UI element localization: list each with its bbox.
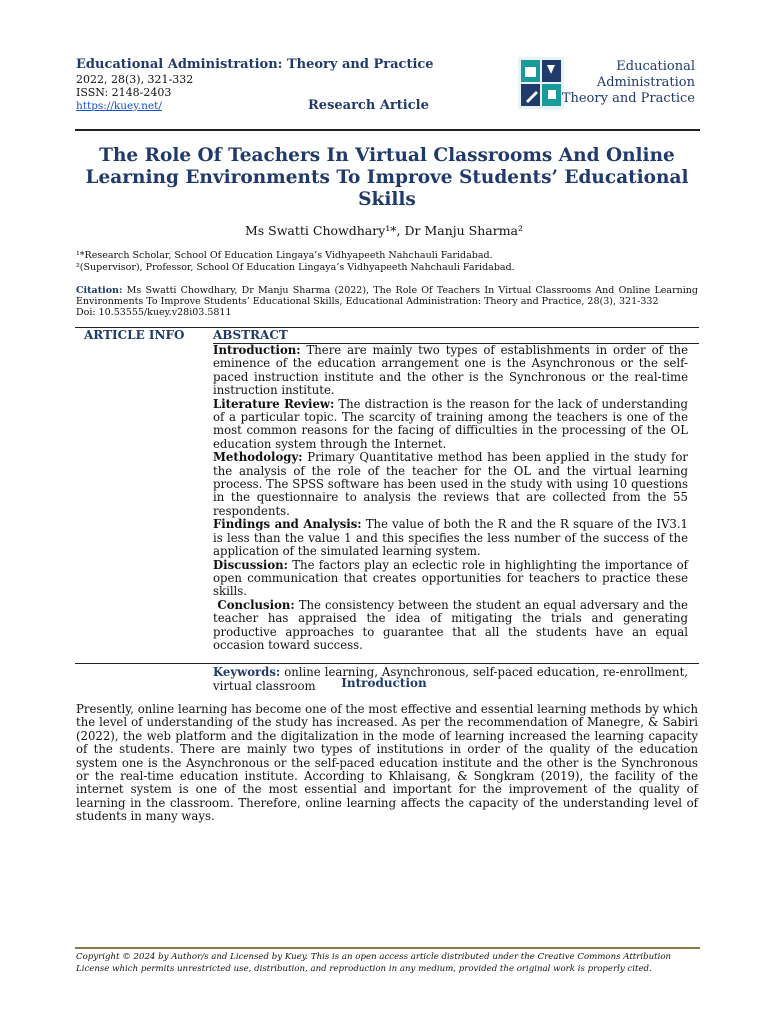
journal-logo — [518, 57, 703, 109]
section-heading-introduction: Introduction — [341, 676, 427, 690]
logo-text-line3: Theory and Practice — [561, 91, 695, 106]
abstract-paragraph-conclusion: Conclusion: The consistency between the student an equal adversary and the teacher has appraised the idea of mitigating the trials and generating productive approaches to guarantee that all the students have an equal occasion toward success. — [213, 597, 688, 652]
keywords-label: Keywords: — [213, 665, 281, 680]
logo-text-line2: Administration — [596, 75, 695, 90]
paper-title: The Role Of Teachers In Virtual Classrooms And Online Learning Environments To Improve Students’ Educational Skills — [85, 145, 689, 210]
journal-logo-icon — [518, 57, 564, 109]
abstract-paragraph-findings: Findings and Analysis: The value of both the R and the R square of the IV3.1 is less than the value 1 and this specifies the less number of the success of the application of the simulated learning system. — [213, 517, 688, 559]
introduction-paragraph: Presently, online learning has become one of the most effective and essential learning methods by which the level of understanding of the study has increased. As per the recommendation of Manegre, & Sabiri (2022), the web platform and the digitalization in the mode of learning increased the learning capacity of the students. There are mainly two types of institutions in order of the quality of the education system one is the Asynchronous or the self-paced education institute and the other is the Synchronous or the real-time education institute. According to Khlaisang, & Songkram (2019), the facility of the internet system is one of the most essential and important for the improvement of the quality of learning in the classroom. Therefore, online learning affects the capacity of the understanding level of students in many ways. — [76, 702, 698, 824]
abstract-paragraph-literature-review: Literature Review: The distraction is the reason for the lack of understanding of a particular topic. The scarcity of training among the teachers is one of the most common reasons for the facing of difficulties in the processing of the OL education system through the Internet. — [213, 396, 688, 451]
copyright-footer: Copyright © 2024 by Author/s and Licensed by Kuey. This is an open access article distributed under the Creative Commons Attribution License which permits unrestricted use, distribution, and reproduction in any medium, provided the original work is properly cited. — [76, 952, 672, 974]
header-divider — [75, 129, 700, 131]
journal-url-link[interactable]: https://kuey.net/ — [76, 100, 162, 112]
citation-block — [76, 285, 698, 318]
citation-label: Citation: — [76, 285, 123, 296]
abstract-paragraph-introduction: Introduction: There are mainly two types of establishments in order of the eminence of the education arrangement one is the Asynchronous or the self-paced instruction institute and the other is the Synchronous or the real-time instruction institute. — [213, 343, 688, 398]
author-list: Ms Swatti Chowdhary¹*, Dr Manju Sharma² — [244, 223, 524, 238]
footer-divider — [75, 947, 700, 949]
logo-text-line1: Educational — [616, 59, 695, 74]
article-type-label: Research Article — [308, 98, 429, 113]
abstract-paragraph-discussion: Discussion: The factors play an eclectic role in highlighting the importance of open communication that creates opportunities for teachers to practice these skills. — [213, 557, 688, 599]
abstract-header: ABSTRACT — [213, 328, 288, 342]
journal-name: Educational Administration: Theory and Practice — [76, 57, 434, 72]
affiliation-1: ¹*Research Scholar, School Of Education Lingaya’s Vidhyapeeth Nahchauli Faridabad. — [76, 250, 493, 261]
article-info-header: ARTICLE INFO — [84, 328, 185, 342]
table-bottom-rule — [75, 663, 699, 664]
abstract-body — [213, 344, 688, 693]
journal-volume: 2022, 28(3), 321-332 — [76, 73, 194, 86]
abstract-paragraph-methodology: Methodology: Primary Quantitative method has been applied in the study for the analysis of the role of the teacher for the OL and the virtual learning process. The SPSS software has been used in the study with using 10 questions in the questionnaire to analysis the reviews that are collected from the 55 respondents. — [213, 450, 688, 518]
citation-text: Ms Swatti Chowdhary, Dr Manju Sharma (2022), The Role Of Teachers In Virtual Classrooms And Online Learning Environments To Improve Students’ Educational Skills, Educational Administration: Theory and Practice, 28(3), 321-332 — [76, 285, 698, 307]
journal-issn: ISSN: 2148-2403 — [76, 86, 172, 99]
citation-doi: Doi: 10.53555/kuey.v28i03.5811 — [76, 307, 232, 318]
affiliation-2: ²(Supervisor), Professor, School Of Education Lingaya’s Vidhyapeeth Nahchauli Faridabad. — [76, 262, 515, 273]
keywords-text: online learning, Asynchronous, self-paced education, re-enrollment, virtual classroom — [213, 665, 688, 693]
